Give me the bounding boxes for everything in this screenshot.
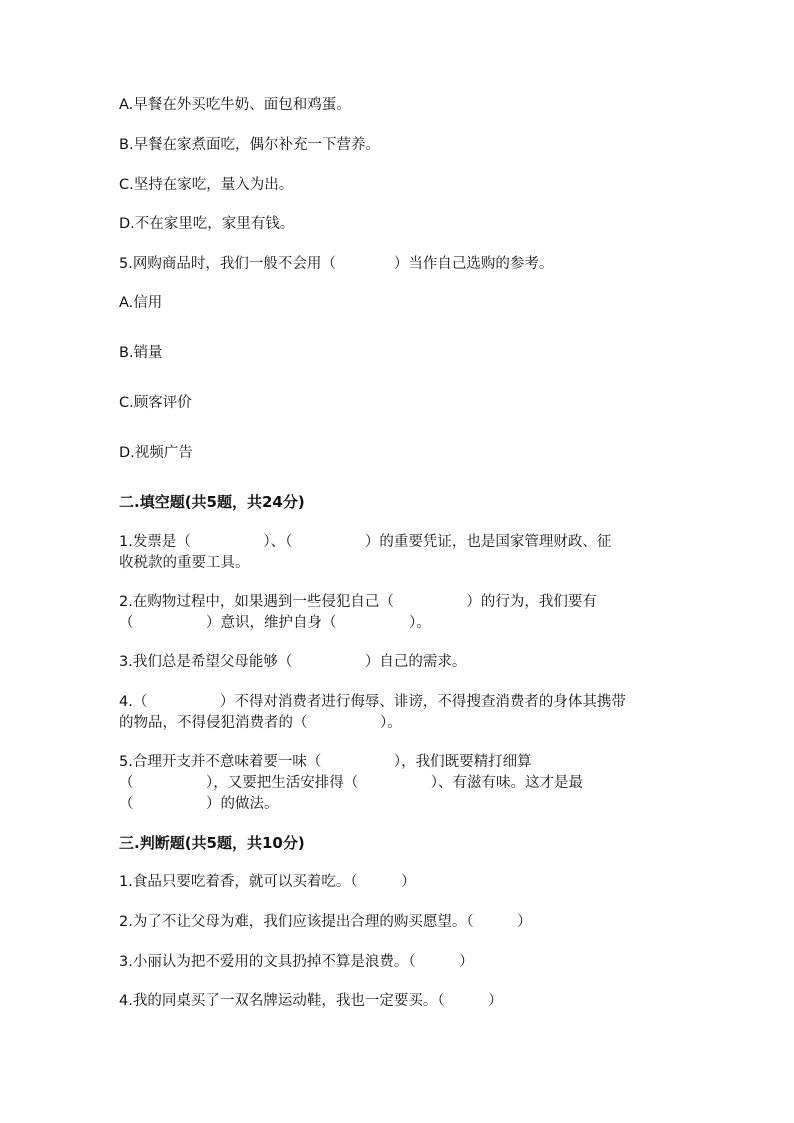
fill-q4-line1: 4.（ ）不得对消费者进行侮辱、诽谤，不得搜查消费者的身体其携带	[119, 694, 626, 710]
section2-heading: 二.填空题(共5题，共24分)	[119, 493, 305, 511]
fill-q3: 3.我们总是希望父母能够（ ）自己的需求。	[119, 654, 467, 670]
fill-q2-line2: （ ）意识，维护自身（ ）。	[119, 615, 431, 631]
q4-option-d: D.不在家里吃，家里有钱。	[119, 216, 295, 232]
q5-option-a: A.信用	[119, 295, 163, 311]
fill-q5-line3: （ ）的做法。	[119, 796, 279, 812]
q5-option-c: C.顾客评价	[119, 395, 192, 411]
q5-stem: 5.网购商品时，我们一般不会用（ ）当作自己选购的参考。	[119, 256, 554, 272]
fill-q5-line1: 5.合理开支并不意味着要一味（ ），我们既要精打细算	[119, 754, 532, 770]
section3-heading: 三.判断题(共5题，共10分)	[119, 834, 305, 852]
q4-option-c: C.坚持在家吃，量入为出。	[119, 177, 294, 193]
fill-q5-line2: （ ），又要把生活安排得（ ）、有滋有味。这才是最	[119, 775, 583, 791]
fill-q1-line2: 收税款的重要工具。	[119, 555, 250, 571]
q5-option-b: B.销量	[119, 345, 163, 361]
q4-option-a: A.早餐在外买吃牛奶、面包和鸡蛋。	[119, 97, 351, 113]
q4-option-b: B.早餐在家煮面吃，偶尔补充一下营养。	[119, 137, 381, 153]
fill-q4-line2: 的物品，不得侵犯消费者的（ ）。	[119, 715, 402, 731]
judge-q3: 3.小丽认为把不爱用的文具扔掉不算是浪费。（ ）	[119, 954, 474, 970]
judge-q4: 4.我的同桌买了一双名牌运动鞋，我也一定要买。（ ）	[119, 993, 503, 1009]
q5-option-d: D.视频广告	[119, 445, 193, 461]
judge-q2: 2.为了不让父母为难，我们应该提出合理的购买愿望。（ ）	[119, 914, 532, 930]
fill-q2-line1: 2.在购物过程中，如果遇到一些侵犯自己（ ）的行为，我们要有	[119, 594, 597, 610]
fill-q1-line1: 1.发票是（ ）、（ ）的重要凭证，也是国家管理财政、征	[119, 534, 612, 550]
judge-q1: 1.食品只要吃着香，就可以买着吃。（ ）	[119, 874, 416, 890]
